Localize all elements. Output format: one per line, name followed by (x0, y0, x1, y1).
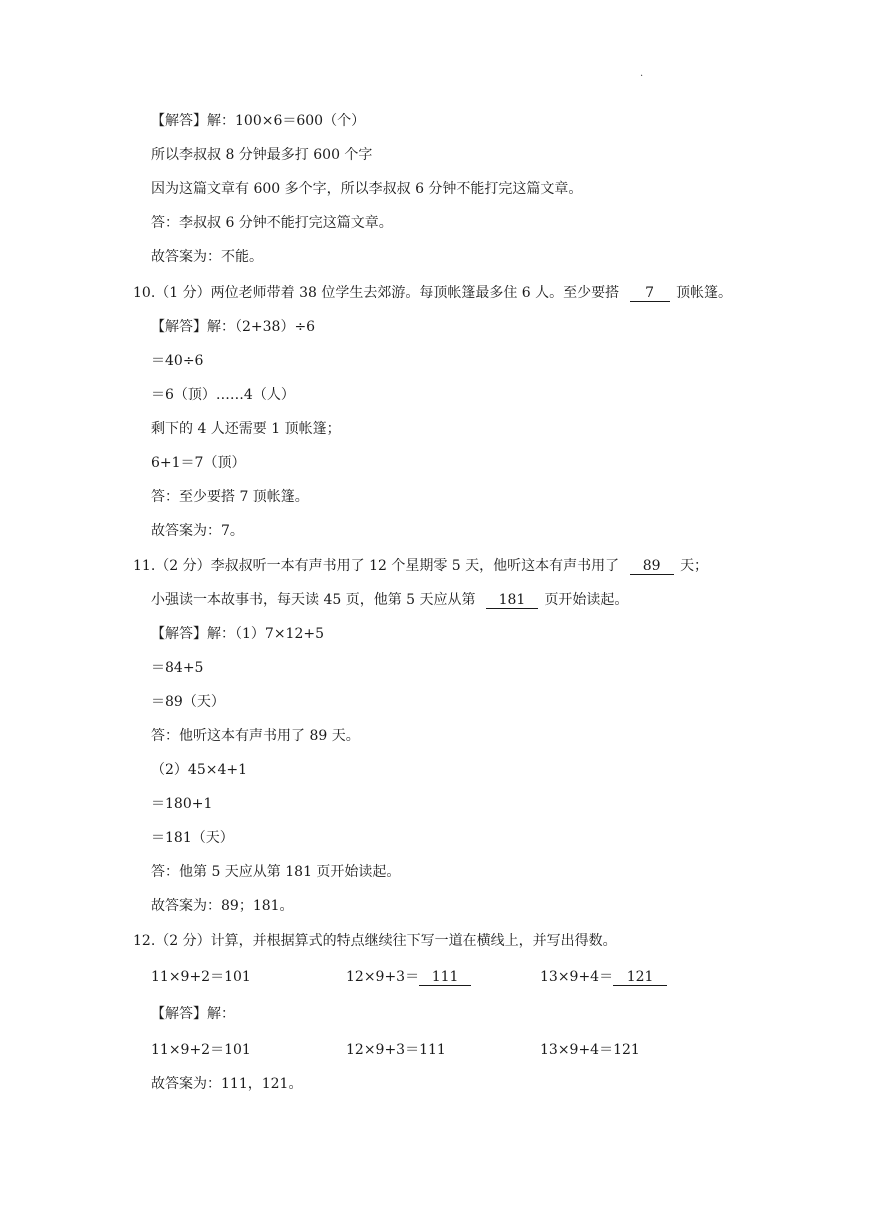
q11-answer1-blank: 89 (630, 558, 674, 575)
q12-solution-expr-2: 12×9+3＝111 (346, 1042, 446, 1058)
q10-solution-line-3: ＝6（顶）……4（人） (151, 387, 295, 403)
q11-solution-line-2: ＝84+5 (151, 660, 204, 676)
q11-stem2-after: 页开始读起。 (544, 592, 629, 608)
q9-solution-line-3: 因为这篇文章有 600 多个字，所以李叔叔 6 分钟不能打完这篇文章。 (151, 181, 583, 197)
q11-solution-line-8: 答：他第 5 天应从第 181 页开始读起。 (151, 864, 401, 880)
q10-solution-line-2: ＝40÷6 (151, 353, 204, 369)
q10-stem (133, 284, 732, 302)
q11-final-answer: 故答案为：89；181。 (151, 898, 294, 914)
q12-final-answer: 故答案为：111，121。 (151, 1076, 303, 1092)
q9-solution-line-2: 所以李叔叔 8 分钟最多打 600 个字 (151, 147, 373, 163)
q12-solution-expr-1: 11×9+2＝101 (151, 1042, 251, 1058)
q11-solution-line-7: ＝181（天） (151, 830, 234, 846)
q12-solution-expr-3: 13×9+4＝121 (540, 1042, 640, 1058)
q11-stem1-before: 11.（2 分）李叔叔听一本有声书用了 12 个星期零 5 天，他听这本有声书用了 (133, 558, 620, 574)
q11-solution-line-1: 【解答】解：（1）7×12+5 (151, 626, 324, 642)
q12-expr-3-prefix: 13×9+4＝ (540, 969, 614, 985)
q9-final-answer: 故答案为：不能。 (151, 249, 263, 265)
q12-expr-1: 11×9+2＝101 (151, 969, 251, 985)
q11-solution-line-5: （2）45×4+1 (151, 762, 247, 778)
q11-answer2-blank: 181 (486, 592, 538, 609)
q10-final-answer: 故答案为：7。 (151, 523, 244, 539)
q10-solution-line-6: 答：至少要搭 7 顶帐篷。 (151, 489, 309, 505)
q11-stem-line-1 (133, 557, 708, 575)
q11-stem2-before: 小强读一本故事书，每天读 45 页，他第 5 天应从第 (151, 592, 476, 608)
q12-stem: 12.（2 分）计算，并根据算式的特点继续往下写一道在横线上，并写出得数。 (133, 933, 617, 949)
page-dot-mark: . (640, 68, 644, 79)
q9-solution-line-4: 答：李叔叔 6 分钟不能打完这篇文章。 (151, 215, 393, 231)
q11-stem-line-2 (151, 591, 628, 609)
q11-solution-line-6: ＝180+1 (151, 796, 213, 812)
q12-solution-header: 【解答】解： (151, 1006, 235, 1022)
q10-solution-line-4: 剩下的 4 人还需要 1 顶帐篷； (151, 421, 341, 437)
q10-solution-line-1: 【解答】解：（2+38）÷6 (151, 319, 316, 335)
q11-solution-line-4: 答：他听这本有声书用了 89 天。 (151, 728, 360, 744)
q12-expr-2-prefix: 12×9+3＝ (346, 969, 420, 985)
q10-answer-blank: 7 (630, 285, 670, 302)
q11-stem1-after: 天； (680, 558, 709, 574)
q9-solution-line-1: 【解答】解：100×6＝600（个） (151, 113, 366, 129)
q12-expr-2 (346, 968, 471, 986)
q12-expr-3-answer-blank: 121 (613, 969, 667, 986)
q10-solution-line-5: 6+1＝7（顶） (151, 455, 246, 471)
q10-stem-after: 顶帐篷。 (676, 285, 733, 301)
q12-expr-3 (540, 968, 667, 986)
q10-stem-before: 10.（1 分）两位老师带着 38 位学生去郊游。每顶帐篷最多住 6 人。至少要搭 (133, 285, 620, 301)
q12-expr-2-answer-blank: 111 (419, 969, 471, 986)
q11-solution-line-3: ＝89（天） (151, 694, 225, 710)
